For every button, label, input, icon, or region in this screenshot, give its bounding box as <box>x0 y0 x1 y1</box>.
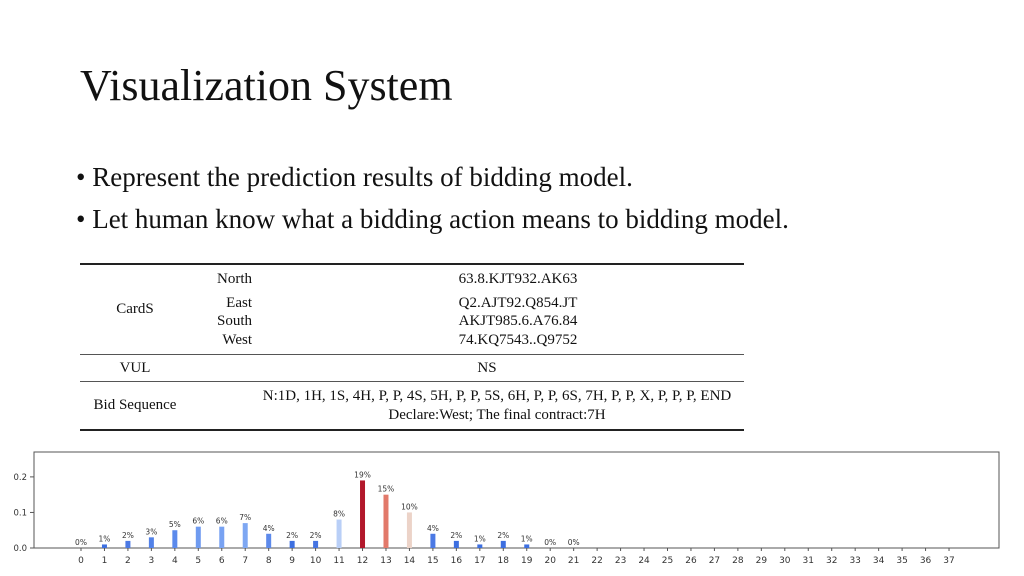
x-tick-label: 29 <box>755 556 768 566</box>
bar <box>360 480 365 548</box>
data-label: 15% <box>377 484 395 494</box>
data-label: 0% <box>567 538 580 547</box>
direction-east: East <box>226 294 252 311</box>
bid-probability-chart <box>0 448 1024 576</box>
x-tick-label: 25 <box>661 556 674 566</box>
x-tick-label: 2 <box>125 556 131 566</box>
x-tick-label: 20 <box>544 556 556 566</box>
bar-chart-svg <box>0 448 1024 576</box>
plot-frame <box>34 452 999 548</box>
data-label: 2% <box>309 530 322 540</box>
direction-north: North <box>190 264 252 294</box>
x-tick-label: 11 <box>333 556 345 566</box>
vul-label: VUL <box>80 355 190 382</box>
x-tick-label: 33 <box>849 556 861 566</box>
bar <box>477 544 482 548</box>
bullet-item: • Represent the prediction results of bidding model. <box>76 156 789 198</box>
bid-sequence-label: Bid Sequence <box>80 382 190 431</box>
hand-west: 74.KQ7543..Q9752 <box>458 331 578 348</box>
data-label: 19% <box>354 470 371 480</box>
bar <box>149 537 154 548</box>
bar <box>219 527 224 548</box>
x-tick-label: 7 <box>242 556 249 566</box>
data-label: 3% <box>145 527 158 537</box>
x-tick-label: 14 <box>403 556 416 566</box>
x-tick-label: 22 <box>591 556 603 566</box>
bar <box>337 520 342 548</box>
bar <box>102 544 107 548</box>
y-tick-label: 0.2 <box>13 472 27 483</box>
x-tick-label: 4 <box>171 556 178 566</box>
bar <box>501 541 506 548</box>
bar <box>290 541 295 548</box>
deal-table <box>80 263 744 431</box>
data-label: 1% <box>520 534 533 544</box>
x-tick-label: 23 <box>614 556 627 566</box>
bar <box>196 527 201 548</box>
x-tick-label: 18 <box>497 556 510 566</box>
data-label: 10% <box>401 502 418 512</box>
x-tick-label: 36 <box>919 556 932 566</box>
x-tick-label: 30 <box>779 556 791 566</box>
x-tick-label: 19 <box>521 556 533 566</box>
data-label: 2% <box>121 530 134 540</box>
bar <box>243 523 248 548</box>
bar <box>313 541 318 548</box>
direction-south: South <box>216 313 252 329</box>
bullet-list <box>76 156 789 240</box>
y-tick-label: 0.0 <box>13 544 27 554</box>
x-tick-label: 17 <box>474 556 486 566</box>
bar <box>524 544 529 548</box>
bar <box>266 534 271 548</box>
x-tick-label: 26 <box>685 556 697 566</box>
slide-title: Visualization System <box>80 61 453 110</box>
bar <box>454 541 459 548</box>
x-tick-label: 32 <box>825 556 838 566</box>
vul-value: NS <box>190 355 744 382</box>
x-tick-label: 35 <box>896 556 908 566</box>
data-label: 0% <box>75 538 87 547</box>
data-label: 7% <box>239 513 252 523</box>
x-tick-label: 24 <box>638 556 650 566</box>
x-tick-label: 1 <box>101 556 108 566</box>
data-label: 1% <box>98 534 111 544</box>
data-label: 6% <box>215 516 228 526</box>
x-tick-label: 3 <box>148 556 155 566</box>
x-tick-label: 31 <box>802 556 814 566</box>
x-tick-label: 12 <box>356 556 369 566</box>
cards-label: CardS <box>80 264 190 355</box>
hand-east: Q2.AJT92.Q854.JT <box>458 294 578 311</box>
x-tick-label: 27 <box>708 556 721 566</box>
data-label: 2% <box>286 530 299 540</box>
x-tick-label: 34 <box>872 556 885 566</box>
bar <box>172 530 177 548</box>
data-label: 2% <box>450 530 463 540</box>
x-tick-label: 0 <box>78 556 84 566</box>
data-label: 2% <box>497 530 510 540</box>
x-tick-label: 13 <box>380 556 392 566</box>
x-tick-label: 16 <box>450 556 463 566</box>
data-label: 1% <box>473 534 486 544</box>
x-tick-label: 21 <box>567 556 580 566</box>
declare-text: Declare:West; The final contract:7H <box>388 406 606 423</box>
bar <box>430 534 435 548</box>
bid-sequence-cell <box>190 382 744 431</box>
bar <box>383 495 388 548</box>
y-tick-label: 0.1 <box>13 508 27 519</box>
bar <box>125 541 130 548</box>
x-tick-label: 8 <box>265 556 272 566</box>
data-label: 4% <box>262 523 275 533</box>
data-label: 4% <box>426 523 439 533</box>
x-tick-label: 9 <box>289 556 296 566</box>
x-tick-label: 28 <box>732 556 744 566</box>
hand-north: 63.8.KJT932.AK63 <box>252 264 744 294</box>
direction-west: West <box>222 331 252 348</box>
bullet-item: • Let human know what a bidding action means to bidding model. <box>76 198 789 240</box>
x-tick-label: 37 <box>943 556 955 566</box>
bid-sequence-text: N:1D, 1H, 1S, 4H, P, P, 4S, 5H, P, P, 5S, 6H, P, P, 6S, 7H, P, P, X, P, P, P, END <box>262 388 732 404</box>
x-tick-label: 6 <box>218 556 225 566</box>
data-label: 8% <box>333 509 346 519</box>
bar <box>407 512 412 548</box>
data-label: 0% <box>544 538 557 547</box>
hand-south: AKJT985.6.A76.84 <box>458 313 578 329</box>
x-tick-label: 15 <box>427 556 439 566</box>
data-label: 6% <box>192 516 205 526</box>
x-tick-label: 5 <box>195 556 202 566</box>
data-label: 5% <box>168 520 181 530</box>
x-tick-label: 10 <box>309 556 322 566</box>
